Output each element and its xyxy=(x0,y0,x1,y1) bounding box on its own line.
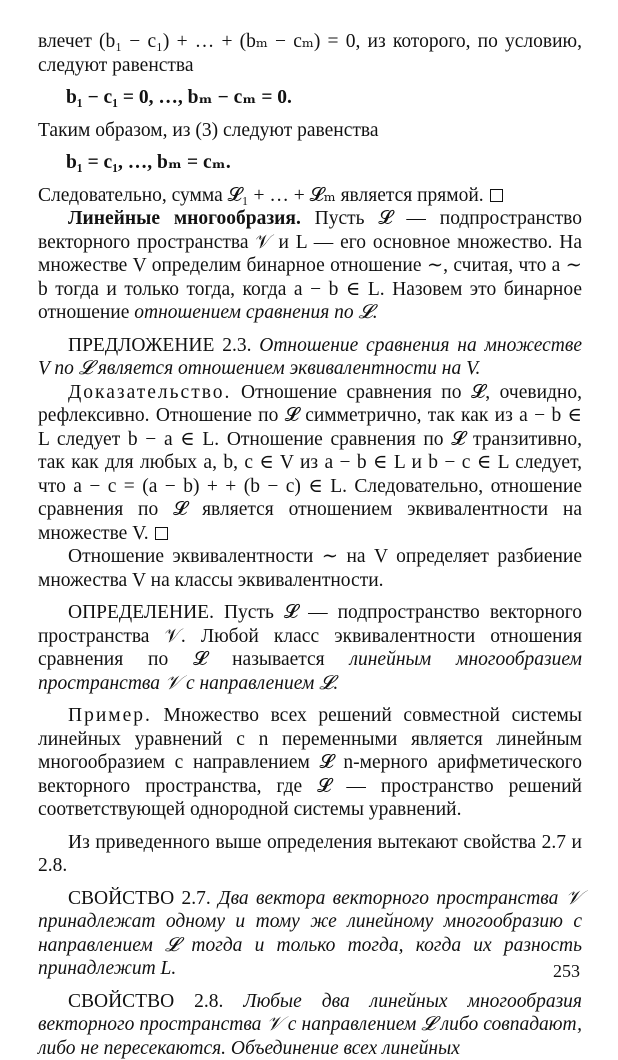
paragraph: Из приведенного выше определения вытекают свойства 2.7 и 2.8. xyxy=(38,831,582,878)
proposition xyxy=(38,334,582,381)
formula: b₁ − c₁ = 0, …, bₘ − cₘ = 0. xyxy=(66,86,582,110)
proof-text: Отношение сравнения по 𝓛, очевидно, рефлексивно. Отношение по 𝓛 симметрично, так как из a − b ∈ L следует b − a ∈ L. Отношение сравнения по 𝓛 транзитивно, так как для любых a, b, c ∈ V из a − b ∈ L и b − c ∈ L следует, что a − c = (a − b) + + (b − c) ∈ L. Следовательно, отношение сравнения по 𝓛 является отношением эквивалентности на множестве V. xyxy=(38,382,582,544)
text-line: влечет (b₁ − c₁) + … + (bₘ − cₘ) = 0, из которого, по условию, следуют равенства xyxy=(38,30,582,77)
proof-heading: Доказательство. xyxy=(68,382,231,403)
property-text: Два вектора векторного пространства 𝒱 принадлежат одному и тому же линейному многообразию с направлением 𝓛 тогда и только тогда, когда их разность принадлежит L. xyxy=(38,888,582,980)
formula: b₁ = c₁, …, bₘ = cₘ. xyxy=(66,151,582,175)
definition-heading: ОПРЕДЕЛЕНИЕ. xyxy=(68,602,214,623)
example-heading: Пример. xyxy=(68,705,152,726)
property-heading: СВОЙСТВО 2.7. xyxy=(68,888,211,909)
property-text: Любые два линейных многообразия векторного пространства 𝒱 с направлением 𝓛 либо совпадают, либо не пересекаются. Объединение всех линейных xyxy=(38,991,582,1059)
defined-term: линейным многообразием пространства 𝒱 с направлением 𝓛. xyxy=(38,649,582,694)
property-2-8 xyxy=(38,990,582,1060)
page-number: 253 xyxy=(553,960,580,984)
defined-term: отношением сравнения по 𝓛. xyxy=(134,302,377,323)
definition-text: Пусть 𝓛 — подпространство векторного пространства 𝒱. Любой класс эквивалентности отношения сравнения по 𝓛 называется xyxy=(38,602,582,670)
proposition-text: Отношение сравнения на множестве V по 𝓛 является отношением эквивалентности на V. xyxy=(38,335,582,380)
paragraph-linear-manifolds xyxy=(38,207,582,325)
qed-square-icon xyxy=(155,527,168,540)
property-heading: СВОЙСТВО 2.8. xyxy=(68,991,223,1012)
definition xyxy=(38,601,582,695)
proposition-heading: ПРЕДЛОЖЕНИЕ 2.3. xyxy=(68,335,251,356)
text-line: Таким образом, из (3) следуют равенства xyxy=(38,119,582,143)
text-line xyxy=(38,184,582,208)
paragraph: Отношение эквивалентности ∼ на V определяет разбиение множества V на классы эквивалентности. xyxy=(38,545,582,592)
qed-square-icon xyxy=(490,189,503,202)
proof xyxy=(38,381,582,546)
example-text: Множество всех решений совместной системы линейных уравнений с n переменными является линейным многообразием с направлением 𝓛 n-мерного арифметического векторного пространства, где 𝓛 — пространство решений соответствующей однородной системы уравнений. xyxy=(38,705,582,820)
sum-statement: Следовательно, сумма 𝓛₁ + … + 𝓛ₘ является прямой. xyxy=(38,185,484,206)
property-2-7 xyxy=(38,887,582,981)
paragraph-text: Пусть 𝓛 — подпространство векторного пространства 𝒱 и L — его основное множество. На множестве V определим бинарное отношение ∼, считая, что a ∼ b тогда и только тогда, когда a − b ∈ L. Назовем это бинарное отношение xyxy=(38,208,582,323)
example xyxy=(38,704,582,822)
section-heading: Линейные многообразия. xyxy=(68,208,301,229)
